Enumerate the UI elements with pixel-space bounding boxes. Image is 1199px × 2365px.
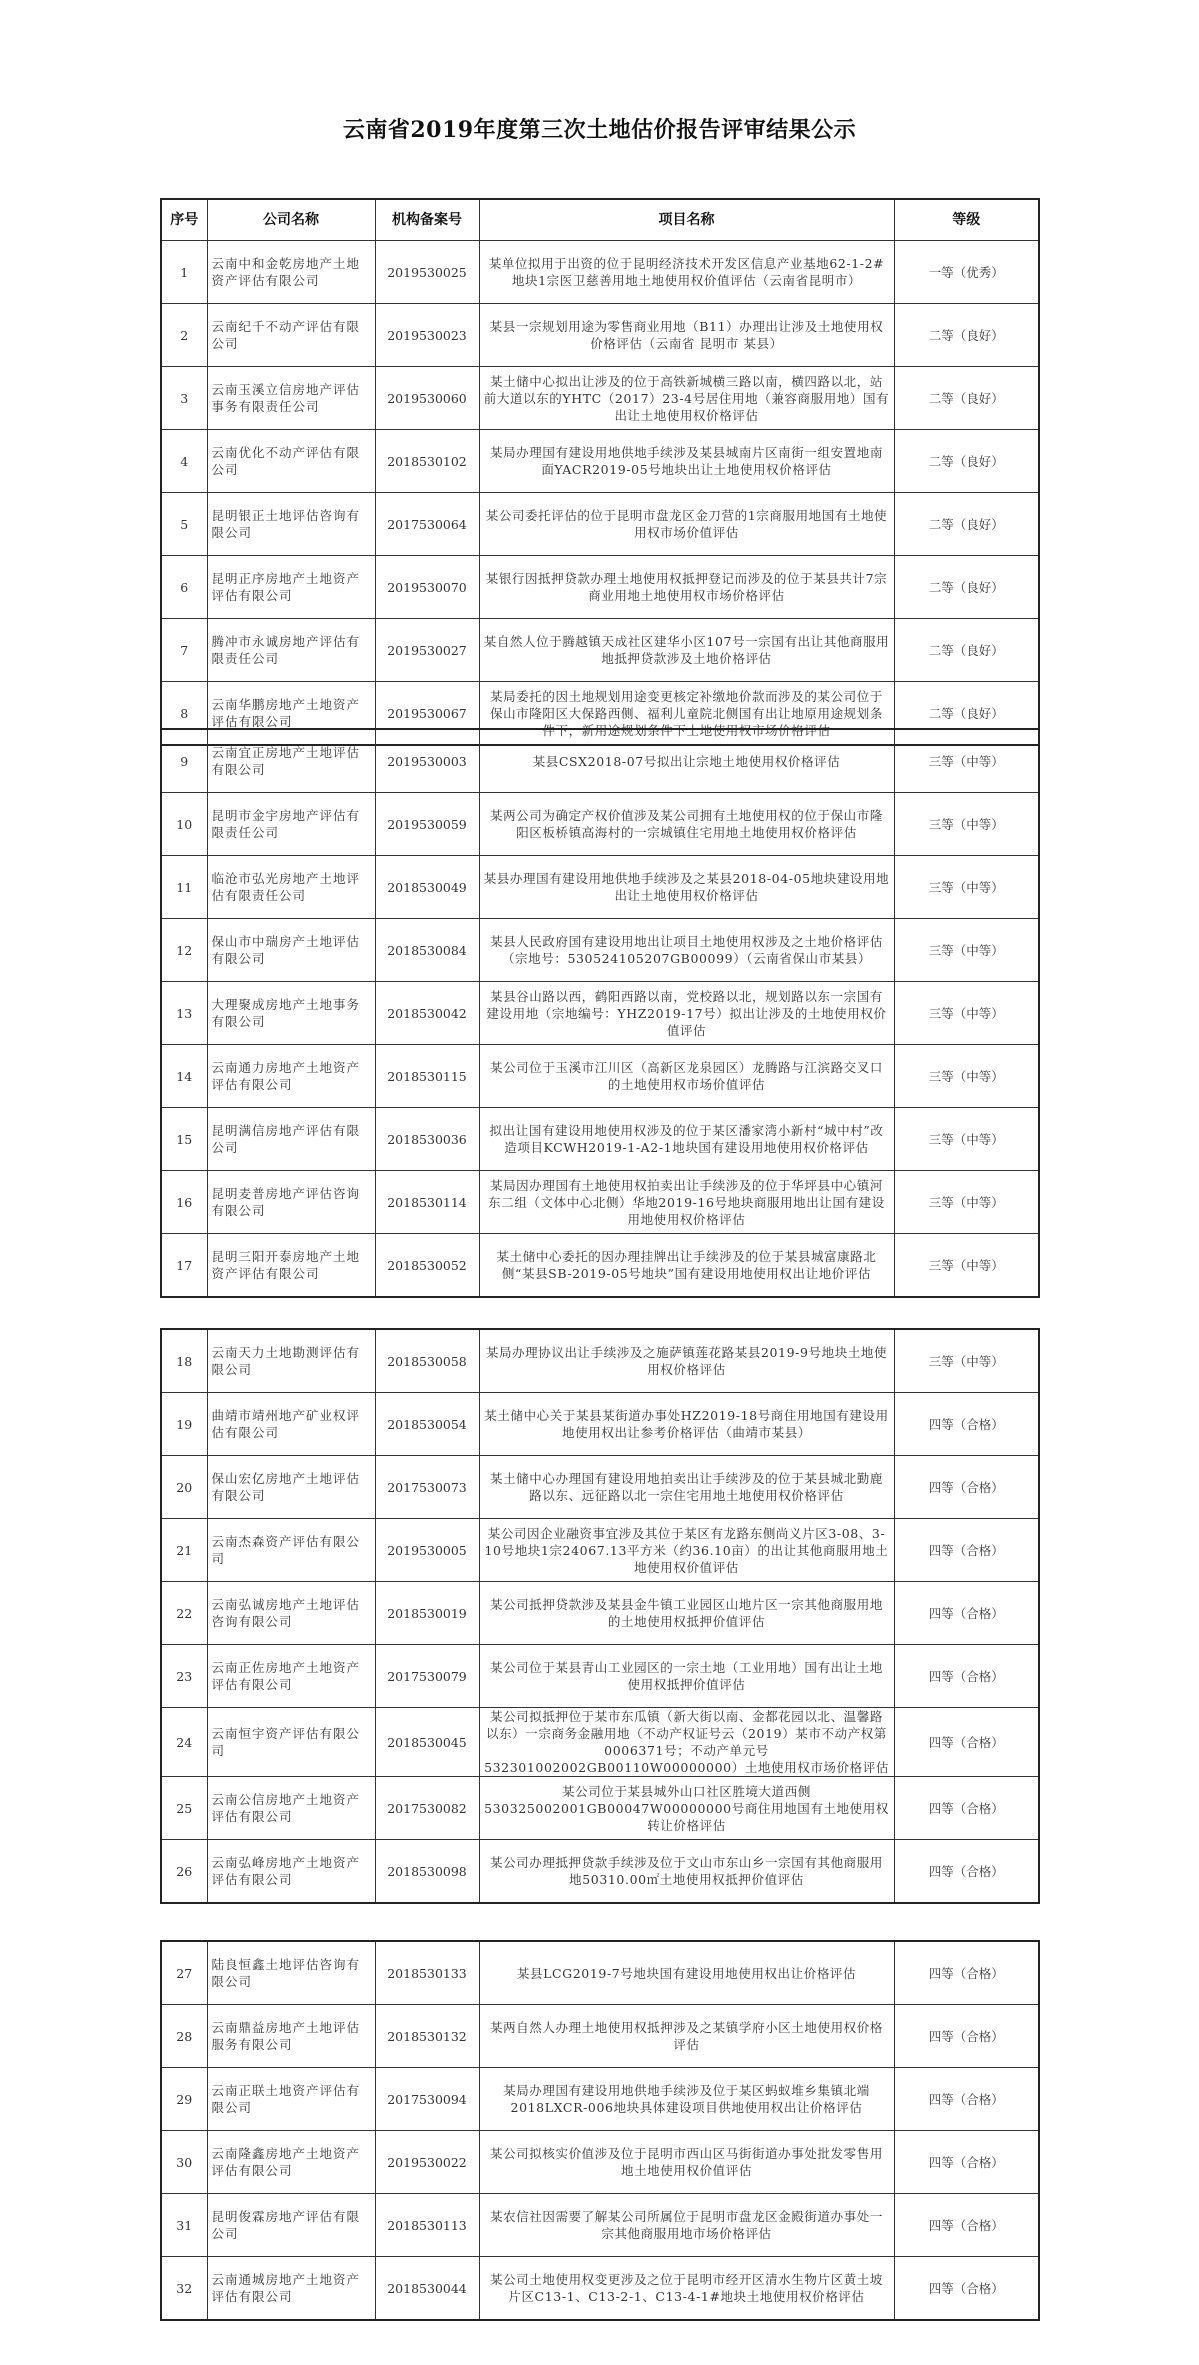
row-project-name: 某农信社因需要了解某公司所属位于昆明市盘龙区金殿街道办事处一宗其他商服用地市场价格评估 — [479, 2194, 894, 2257]
row-record-number: 2017530064 — [375, 493, 479, 556]
row-project-name: 某公司抵押贷款涉及某县金牛镇工业园区山地片区一宗其他商服用地的土地使用权抵押价值评估 — [479, 1582, 894, 1645]
row-project-name: 拟出让国有建设用地使用权涉及的位于某区潘家湾小新村“城中村”改造项目KCWH2019-1-A2-1地块国有建设用地使用权价格评估 — [479, 1108, 894, 1171]
row-company-name: 云南玉溪立信房地产评估事务有限责任公司 — [207, 367, 375, 430]
row-record-number: 2019530025 — [375, 241, 479, 304]
table-row — [161, 2257, 1039, 2321]
row-grade: 二等（良好） — [894, 430, 1039, 493]
row-seq: 30 — [161, 2131, 207, 2194]
row-company-name: 云南通城房地产土地资产评估有限公司 — [207, 2257, 375, 2321]
row-company-name: 昆明三阳开泰房地产土地资产评估有限公司 — [207, 1234, 375, 1298]
table-row — [161, 1329, 1039, 1393]
row-seq: 12 — [161, 919, 207, 982]
row-company-name: 云南弘诚房地产土地评估咨询有限公司 — [207, 1582, 375, 1645]
row-seq: 15 — [161, 1108, 207, 1171]
row-record-number: 2019530022 — [375, 2131, 479, 2194]
row-company-name: 保山市中瑞房产土地评估有限公司 — [207, 919, 375, 982]
row-grade: 三等（中等） — [894, 1234, 1039, 1298]
row-project-name: 某公司位于某县城外山口社区胜境大道西侧530325002001GB00047W00000000号商住用地国有土地使用权转让价格评估 — [479, 1777, 894, 1840]
table-row — [161, 1941, 1039, 2005]
row-company-name: 云南隆鑫房地产土地资产评估有限公司 — [207, 2131, 375, 2194]
row-project-name: 某公司拟核实价值涉及位于昆明市西山区马街街道办事处批发零售用地土地使用权价值评估 — [479, 2131, 894, 2194]
row-seq: 10 — [161, 793, 207, 856]
row-company-name: 云南弘峰房地产土地资产评估有限公司 — [207, 1840, 375, 1904]
row-record-number: 2018530132 — [375, 2005, 479, 2068]
column-header-company: 公司名称 — [207, 199, 375, 241]
row-grade: 四等（合格） — [894, 1393, 1039, 1456]
row-grade: 二等（良好） — [894, 367, 1039, 430]
row-project-name: 某县谷山路以西，鹤阳西路以南，党校路以北，规划路以东一宗国有建设用地（宗地编号：YHZ2019-17号）拟出让涉及的土地使用权价值评估 — [479, 982, 894, 1045]
row-grade: 二等（良好） — [894, 493, 1039, 556]
row-company-name: 云南公信房地产土地资产评估有限公司 — [207, 1777, 375, 1840]
table-row — [161, 1840, 1039, 1904]
row-record-number: 2018530115 — [375, 1045, 479, 1108]
column-header-record-no: 机构备案号 — [375, 199, 479, 241]
row-seq: 18 — [161, 1329, 207, 1393]
row-grade: 四等（合格） — [894, 2068, 1039, 2131]
row-grade: 四等（合格） — [894, 1708, 1039, 1777]
results-table-block — [160, 1328, 1040, 1904]
row-company-name: 云南正佐房地产土地资产评估有限公司 — [207, 1645, 375, 1708]
row-seq: 23 — [161, 1645, 207, 1708]
row-grade: 二等（良好） — [894, 556, 1039, 619]
row-record-number: 2018530113 — [375, 2194, 479, 2257]
row-project-name: 某局委托的因土地规划用途变更核定补缴地价款而涉及的某公司位于保山市隆阳区大保路西侧、福利儿童院北侧国有出让地原用途规划条件下，新用途规划条件下土地使用权市场价格评估 — [479, 682, 894, 746]
row-seq: 20 — [161, 1456, 207, 1519]
row-company-name: 昆明银正土地评估咨询有限公司 — [207, 493, 375, 556]
row-project-name: 某局办理协议出让手续涉及之施萨镇莲花路某县2019-9号地块土地使用权价格评估 — [479, 1329, 894, 1393]
row-company-name: 昆明市金宇房地产评估有限责任公司 — [207, 793, 375, 856]
row-grade: 四等（合格） — [894, 2257, 1039, 2321]
row-grade: 二等（良好） — [894, 304, 1039, 367]
row-company-name: 云南宜正房地产土地评估有限公司 — [207, 729, 375, 793]
table-row — [161, 367, 1039, 430]
row-project-name: 某单位拟用于出资的位于昆明经济技术开发区信息产业基地62-1-2#地块1宗医卫慈善用地土地使用权价值评估（云南省昆明市） — [479, 241, 894, 304]
row-seq: 2 — [161, 304, 207, 367]
row-seq: 11 — [161, 856, 207, 919]
row-record-number: 2019530023 — [375, 304, 479, 367]
row-company-name: 昆明麦普房地产评估咨询有限公司 — [207, 1171, 375, 1234]
table-row — [161, 1777, 1039, 1840]
table-row — [161, 241, 1039, 304]
table-row — [161, 1393, 1039, 1456]
row-seq: 4 — [161, 430, 207, 493]
row-seq: 28 — [161, 2005, 207, 2068]
row-grade: 三等（中等） — [894, 1329, 1039, 1393]
row-project-name: 某公司位于某县青山工业园区的一宗土地（工业用地）国有出让土地使用权抵押价值评估 — [479, 1645, 894, 1708]
row-grade: 三等（中等） — [894, 729, 1039, 793]
row-company-name: 云南中和金乾房地产土地资产评估有限公司 — [207, 241, 375, 304]
row-seq: 25 — [161, 1777, 207, 1840]
row-grade: 四等（合格） — [894, 2005, 1039, 2068]
table-row — [161, 1582, 1039, 1645]
table-row — [161, 556, 1039, 619]
row-project-name: 某土储中心拟出让涉及的位于高铁新城横三路以南，横四路以北，站前大道以东的YHTC（2017）23-4号居住用地（兼容商服用地）国有出让土地使用权价格评估 — [479, 367, 894, 430]
row-company-name: 云南恒宇资产评估有限公司 — [207, 1708, 375, 1777]
row-company-name: 陆良恒鑫土地评估咨询有限公司 — [207, 1941, 375, 2005]
row-record-number: 2018530045 — [375, 1708, 479, 1777]
row-project-name: 某银行因抵押贷款办理土地使用权抵押登记而涉及的位于某县共计7宗商业用地土地使用权市场价格评估 — [479, 556, 894, 619]
row-seq: 1 — [161, 241, 207, 304]
table-row — [161, 2068, 1039, 2131]
results-table-block — [160, 198, 1040, 746]
row-project-name: 某公司因企业融资事宜涉及其位于某区有龙路东侧尚义片区3-08、3-10号地块1宗24067.13平方米（约36.10亩）的出让其他商服用地土地使用权价值评估 — [479, 1519, 894, 1582]
row-seq: 5 — [161, 493, 207, 556]
results-table-block — [160, 1940, 1040, 2321]
row-grade: 三等（中等） — [894, 1171, 1039, 1234]
row-grade: 二等（良好） — [894, 619, 1039, 682]
row-seq: 14 — [161, 1045, 207, 1108]
row-seq: 8 — [161, 682, 207, 746]
row-company-name: 云南正联土地资产评估有限公司 — [207, 2068, 375, 2131]
row-seq: 7 — [161, 619, 207, 682]
row-record-number: 2019530059 — [375, 793, 479, 856]
row-record-number: 2017530094 — [375, 2068, 479, 2131]
row-seq: 26 — [161, 1840, 207, 1904]
row-grade: 三等（中等） — [894, 856, 1039, 919]
row-grade: 四等（合格） — [894, 1456, 1039, 1519]
row-seq: 22 — [161, 1582, 207, 1645]
row-record-number: 2018530044 — [375, 2257, 479, 2321]
row-record-number: 2019530003 — [375, 729, 479, 793]
row-project-name: 某土储中心委托的因办理挂牌出让手续涉及的位于某县城富康路北侧“某县SB-2019-05号地块”国有建设用地使用权出让地价评估 — [479, 1234, 894, 1298]
row-record-number: 2018530098 — [375, 1840, 479, 1904]
row-record-number: 2017530073 — [375, 1456, 479, 1519]
column-header-seq: 序号 — [161, 199, 207, 241]
row-grade: 四等（合格） — [894, 2131, 1039, 2194]
row-grade: 三等（中等） — [894, 793, 1039, 856]
row-record-number: 2018530054 — [375, 1393, 479, 1456]
table-row — [161, 919, 1039, 982]
row-project-name: 某县一宗规划用途为零售商业用地（B11）办理出让涉及土地使用权价格评估（云南省 昆明市 某县） — [479, 304, 894, 367]
row-seq: 21 — [161, 1519, 207, 1582]
table-row — [161, 982, 1039, 1045]
row-record-number: 2018530114 — [375, 1171, 479, 1234]
table-row — [161, 1045, 1039, 1108]
row-record-number: 2018530084 — [375, 919, 479, 982]
row-seq: 9 — [161, 729, 207, 793]
row-project-name: 某县办理国有建设用地供地手续涉及之某县2018-04-05地块建设用地出让土地使用权价格评估 — [479, 856, 894, 919]
row-company-name: 云南纪千不动产评估有限公司 — [207, 304, 375, 367]
row-grade: 三等（中等） — [894, 919, 1039, 982]
row-grade: 一等（优秀） — [894, 241, 1039, 304]
table-row — [161, 1645, 1039, 1708]
row-seq: 16 — [161, 1171, 207, 1234]
row-project-name: 某土储中心关于某县某街道办事处HZ2019-18号商住用地国有建设用地使用权出让参考价格评估（曲靖市某县） — [479, 1393, 894, 1456]
row-company-name: 昆明满信房地产评估有限公司 — [207, 1108, 375, 1171]
row-company-name: 云南天力土地勘测评估有限公司 — [207, 1329, 375, 1393]
row-project-name: 某县CSX2018-07号拟出让宗地土地使用权价格评估 — [479, 729, 894, 793]
row-grade: 四等（合格） — [894, 1840, 1039, 1904]
row-record-number: 2018530042 — [375, 982, 479, 1045]
table-row — [161, 793, 1039, 856]
row-company-name: 曲靖市靖州地产矿业权评估有限公司 — [207, 1393, 375, 1456]
row-company-name: 腾冲市永诚房地产评估有限责任公司 — [207, 619, 375, 682]
row-project-name: 某局办理国有建设用地供地手续涉及位于某区蚂蚁堆乡集镇北端2018LXCR-006地块具体建设项目供地使用权出让价格评估 — [479, 2068, 894, 2131]
header-row — [161, 199, 1039, 241]
row-company-name: 临沧市弘光房地产土地评估有限责任公司 — [207, 856, 375, 919]
row-grade: 四等（合格） — [894, 2194, 1039, 2257]
row-seq: 29 — [161, 2068, 207, 2131]
row-company-name: 云南鼎益房地产土地评估服务有限公司 — [207, 2005, 375, 2068]
row-grade: 三等（中等） — [894, 982, 1039, 1045]
row-grade: 四等（合格） — [894, 1582, 1039, 1645]
row-record-number: 2017530079 — [375, 1645, 479, 1708]
column-header-project: 项目名称 — [479, 199, 894, 241]
row-record-number: 2019530067 — [375, 682, 479, 746]
row-grade: 四等（合格） — [894, 1519, 1039, 1582]
row-record-number: 2019530027 — [375, 619, 479, 682]
row-company-name: 云南华鹏房地产土地资产评估有限公司 — [207, 682, 375, 746]
row-record-number: 2019530070 — [375, 556, 479, 619]
row-grade: 二等（良好） — [894, 682, 1039, 746]
row-seq: 27 — [161, 1941, 207, 2005]
row-seq: 31 — [161, 2194, 207, 2257]
table-row — [161, 493, 1039, 556]
table-row — [161, 1708, 1039, 1777]
row-project-name: 某自然人位于腾越镇天成社区建华小区107号一宗国有出让其他商服用地抵押贷款涉及土地价格评估 — [479, 619, 894, 682]
table-row — [161, 2194, 1039, 2257]
table-row — [161, 2005, 1039, 2068]
page-title: 云南省2019年度第三次土地估价报告评审结果公示 — [342, 117, 857, 143]
row-company-name: 昆明正序房地产土地资产评估有限公司 — [207, 556, 375, 619]
row-project-name: 某土储中心办理国有建设用地拍卖出让手续涉及的位于某县城北勤鹿路以东、远征路以北一宗住宅用地土地使用权价格评估 — [479, 1456, 894, 1519]
table-row — [161, 1171, 1039, 1234]
table-row — [161, 729, 1039, 793]
row-record-number: 2017530082 — [375, 1777, 479, 1840]
row-seq: 32 — [161, 2257, 207, 2321]
column-header-grade: 等级 — [894, 199, 1039, 241]
row-project-name: 某局办理国有建设用地供地手续涉及某县城南片区南街一组安置地南面YACR2019-05号地块出让土地使用权价格评估 — [479, 430, 894, 493]
table-row — [161, 430, 1039, 493]
row-record-number: 2018530133 — [375, 1941, 479, 2005]
row-grade: 三等（中等） — [894, 1045, 1039, 1108]
row-project-name: 某局因办理国有土地使用权拍卖出让手续涉及的位于华坪县中心镇河东二组（文体中心北侧）华地2019-16号地块商服用地出让国有建设用地使用权价格评估 — [479, 1171, 894, 1234]
row-grade: 四等（合格） — [894, 1941, 1039, 2005]
row-project-name: 某县LCG2019-7号地块国有建设用地使用权出让价格评估 — [479, 1941, 894, 2005]
row-company-name: 云南通力房地产土地资产评估有限公司 — [207, 1045, 375, 1108]
row-project-name: 某公司办理抵押贷款手续涉及位于文山市东山乡一宗国有其他商服用地50310.00㎡土地使用权抵押价值评估 — [479, 1840, 894, 1904]
row-project-name: 某两公司为确定产权价值涉及某公司拥有土地使用权的位于保山市隆阳区板桥镇高海村的一宗城镇住宅用地土地使用权价格评估 — [479, 793, 894, 856]
row-seq: 3 — [161, 367, 207, 430]
table-row — [161, 304, 1039, 367]
row-grade: 四等（合格） — [894, 1777, 1039, 1840]
row-project-name: 某公司拟抵押位于某市东瓜镇（新大街以南、金都花园以北、温馨路以东）一宗商务金融用地（不动产权证号云（2019）某市不动产权第0006371号；不动产单元号532301002002GB00110W00000000）土地使用权市场价格评估 — [479, 1708, 894, 1777]
row-record-number: 2019530005 — [375, 1519, 479, 1582]
row-project-name: 某县人民政府国有建设用地出让项目土地使用权涉及之土地价格评估（宗地号：530524105207GB00099）（云南省保山市某县） — [479, 919, 894, 982]
table-row — [161, 856, 1039, 919]
row-grade: 三等（中等） — [894, 1108, 1039, 1171]
row-company-name: 保山宏亿房地产土地评估有限公司 — [207, 1456, 375, 1519]
table-row — [161, 619, 1039, 682]
table-row — [161, 1456, 1039, 1519]
table-row — [161, 1108, 1039, 1171]
table-row — [161, 2131, 1039, 2194]
row-record-number: 2018530049 — [375, 856, 479, 919]
row-seq: 6 — [161, 556, 207, 619]
row-grade: 四等（合格） — [894, 1645, 1039, 1708]
row-company-name: 云南杰森资产评估有限公司 — [207, 1519, 375, 1582]
row-company-name: 昆明俊霖房地产评估有限公司 — [207, 2194, 375, 2257]
row-record-number: 2018530036 — [375, 1108, 479, 1171]
row-project-name: 某公司土地使用权变更涉及之位于昆明市经开区清水生物片区黄土坡片区C13-1、C13-2-1、C13-4-1#地块土地使用权价格评估 — [479, 2257, 894, 2321]
row-project-name: 某公司位于玉溪市江川区（高新区龙泉园区）龙腾路与江滨路交叉口的土地使用权市场价值评估 — [479, 1045, 894, 1108]
row-company-name: 云南优化不动产评估有限公司 — [207, 430, 375, 493]
row-project-name: 某公司委托评估的位于昆明市盘龙区金刀营的1宗商服用地国有土地使用权市场价值评估 — [479, 493, 894, 556]
row-seq: 19 — [161, 1393, 207, 1456]
row-record-number: 2019530060 — [375, 367, 479, 430]
row-seq: 13 — [161, 982, 207, 1045]
table-row — [161, 1519, 1039, 1582]
row-seq: 17 — [161, 1234, 207, 1298]
row-record-number: 2018530052 — [375, 1234, 479, 1298]
row-record-number: 2018530102 — [375, 430, 479, 493]
table-row — [161, 1234, 1039, 1298]
row-record-number: 2018530058 — [375, 1329, 479, 1393]
row-record-number: 2018530019 — [375, 1582, 479, 1645]
row-project-name: 某两自然人办理土地使用权抵押涉及之某镇学府小区土地使用权价格评估 — [479, 2005, 894, 2068]
results-table-block — [160, 728, 1040, 1298]
row-company-name: 大理聚成房地产土地事务有限公司 — [207, 982, 375, 1045]
row-seq: 24 — [161, 1708, 207, 1777]
